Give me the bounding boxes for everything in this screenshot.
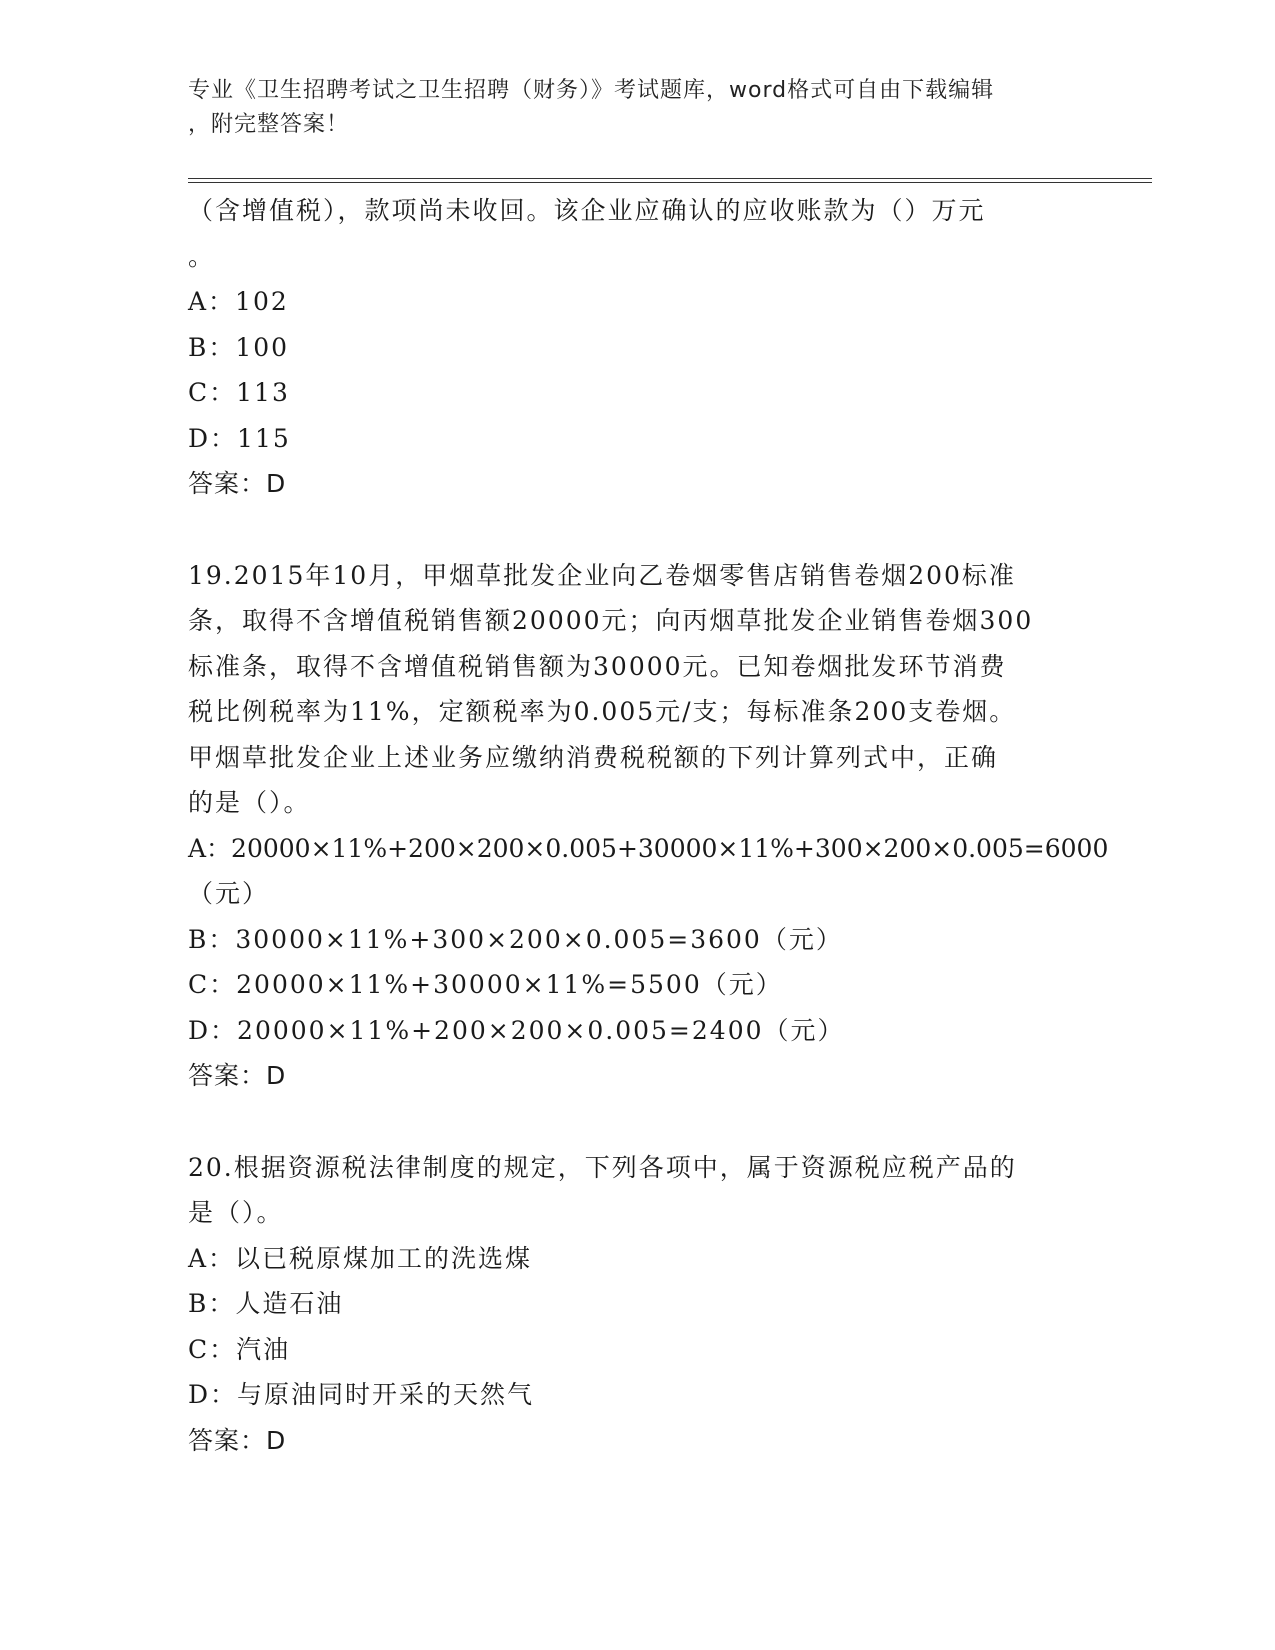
document-header bbox=[188, 74, 1068, 142]
option-a-continued: （元） bbox=[188, 879, 270, 908]
option-b: B：人造石油 bbox=[188, 1289, 344, 1318]
option-b: B：100 bbox=[188, 332, 290, 362]
header-title-line: 专业《卫生招聘考试之卫生招聘（财务）》考试题库，word格式可自由下载编辑 bbox=[188, 78, 995, 103]
question-stem-line: 甲烟草批发企业上述业务应缴纳消费税税额的下列计算列式中，正确 bbox=[188, 742, 999, 772]
question-stem-line: 税比例税率为11%，定额税率为0.005元/支；每标准条200支卷烟。 bbox=[188, 697, 1017, 726]
header-divider bbox=[188, 178, 1152, 183]
spacer bbox=[188, 1099, 1088, 1145]
option-a: A：102 bbox=[188, 287, 289, 316]
question-stem-line: 20.根据资源税法律制度的规定，下列各项中，属于资源税应税产品的 bbox=[188, 1152, 1017, 1182]
question-stem-line: 是（）。 bbox=[188, 1198, 284, 1227]
option-c: C：20000×11%+30000×11%=5500（元） bbox=[188, 970, 783, 999]
option-d: D：115 bbox=[188, 423, 291, 453]
header-title-line-2: ，附完整答案！ bbox=[188, 112, 350, 137]
answer-line: 答案：D bbox=[188, 469, 287, 498]
document-body bbox=[188, 188, 1109, 1463]
question-stem-line: 标准条，取得不含增值税销售额为30000元。已知卷烟批发环节消费 bbox=[188, 651, 1007, 681]
question-stem-line: 19.2015年10月，甲烟草批发企业向乙卷烟零售店销售卷烟200标准 bbox=[188, 560, 1016, 590]
question-20 bbox=[188, 1145, 1088, 1464]
question-stem-line: 条，取得不含增值税销售额20000元；向丙烟草批发企业销售卷烟300 bbox=[188, 606, 1034, 635]
question-18 bbox=[188, 188, 1088, 507]
answer-line: 答案：D bbox=[188, 1061, 287, 1090]
option-b: B：30000×11%+300×200×0.005=3600（元） bbox=[188, 924, 843, 954]
answer-line: 答案：D bbox=[188, 1425, 287, 1455]
question-stem-line: 。 bbox=[188, 241, 216, 271]
option-a: A：以已税原煤加工的洗选煤 bbox=[188, 1243, 533, 1273]
spacer bbox=[188, 507, 1088, 553]
option-c: C：113 bbox=[188, 378, 290, 407]
question-19 bbox=[188, 553, 1109, 1099]
question-stem-line: （含增值税），款项尚未收回。该企业应确认的应收账款为（）万元 bbox=[188, 196, 986, 225]
option-d: D：20000×11%+200×200×0.005=2400（元） bbox=[188, 1015, 845, 1045]
option-c: C：汽油 bbox=[188, 1334, 291, 1364]
question-stem-line: 的是（）。 bbox=[188, 788, 311, 817]
option-a: A：20000×11%+200×200×0.005+30000×11%+300×200×0.005=6000 bbox=[188, 833, 1109, 863]
option-d: D：与原油同时开采的天然气 bbox=[188, 1380, 535, 1409]
